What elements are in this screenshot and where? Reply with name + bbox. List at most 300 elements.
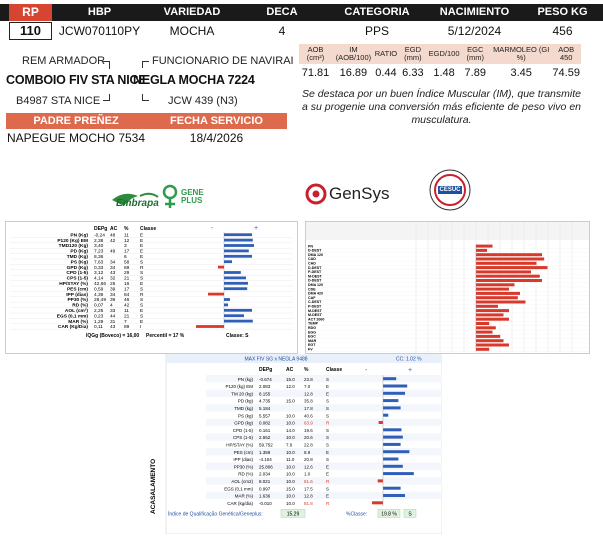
row-label: PD (Kg)	[70, 249, 88, 255]
row-depg: 7,63	[94, 260, 104, 266]
row-pct: 58	[124, 260, 130, 266]
geneplus-text: GENE PLUS	[181, 188, 204, 205]
row-ac: 15.0	[286, 398, 295, 404]
gensys-chart	[306, 222, 589, 353]
row-pct: 20.8	[304, 457, 313, 463]
row-depg: 0,33	[94, 265, 104, 271]
sire-dam: B4987 STA NICE	[16, 95, 101, 107]
padre-value: NAPEGUE MOCHO 7534	[6, 131, 146, 145]
row-ac: 43	[110, 325, 116, 331]
row-class: I	[140, 325, 142, 331]
row-class: E	[140, 249, 144, 255]
row-label: P120 (kg) EM	[225, 384, 253, 390]
row-label: PD (kg)	[237, 398, 253, 404]
row-label: HP/STAY (%)	[59, 282, 88, 287]
row-label: RDG	[308, 326, 316, 330]
cc-label: CC: 1.02 %	[396, 356, 422, 363]
row-ac: 4	[110, 303, 113, 309]
row-ac: 44	[110, 314, 116, 320]
row-label: M-DEST	[308, 274, 322, 279]
row-label: M-DEST	[308, 308, 322, 313]
row-ac: 10.0	[286, 479, 295, 484]
row-ac: 10.0	[286, 435, 295, 441]
row-depg: 4,14	[94, 276, 104, 282]
row-class: S	[140, 303, 144, 309]
row-ac: 11.0	[286, 457, 295, 463]
row-depg: 1.359	[259, 449, 271, 455]
bar	[476, 253, 542, 256]
row-label: DMA 420	[308, 291, 324, 296]
row-label: TMD (Kg)	[66, 255, 88, 260]
bar	[224, 244, 254, 247]
rp-number: 110	[9, 22, 52, 40]
row-label: DMA 120	[308, 283, 324, 287]
row-ac: 32	[110, 276, 116, 282]
row-ac: 34	[110, 260, 116, 266]
row-ac: 39	[110, 287, 116, 293]
row-depg: 8.155	[259, 391, 271, 397]
header-row	[0, 4, 603, 21]
row-ac: 33	[110, 309, 116, 314]
row-label: TMD (kg)	[234, 406, 253, 411]
row-label: P-DEST	[308, 304, 322, 309]
row-class: R	[326, 420, 330, 426]
row-label: PS (Kg)	[70, 260, 88, 266]
row-label: PP30 (%)	[233, 464, 253, 470]
row-ac: 39	[110, 298, 116, 304]
row-ac: 10.0	[286, 449, 295, 455]
header-nacimiento: NACIMIENTO	[439, 6, 510, 18]
row-depg: 5.557	[259, 413, 271, 419]
chart-header	[306, 222, 589, 240]
bar	[208, 293, 224, 296]
measure-value: 1.48	[433, 66, 455, 79]
measure-value: 3.45	[510, 66, 532, 79]
row-depg: -4.104	[259, 457, 272, 463]
row-depg: 2,38	[94, 238, 104, 244]
row-depg: 5.184	[259, 406, 271, 411]
plus-sign: +	[408, 367, 413, 374]
bar	[476, 275, 540, 278]
bracket	[142, 61, 149, 68]
row-label: MAR (%)	[68, 319, 88, 325]
row-class: S	[326, 376, 330, 382]
bar	[224, 239, 253, 242]
col-header: %	[304, 367, 309, 373]
row-pct: 20.6	[304, 435, 313, 441]
row-class: S	[326, 435, 330, 441]
row-ac: 31	[110, 319, 116, 325]
col-header: DEPg	[259, 367, 273, 373]
bar	[476, 283, 515, 286]
row-label: AOL (cm2)	[231, 479, 253, 484]
bar	[383, 436, 403, 439]
row-label: CPD (1-5)	[66, 271, 88, 277]
row-label: RD (%)	[72, 303, 88, 309]
row-pct: 16	[124, 282, 130, 287]
row-pct: 11	[124, 233, 129, 239]
row-pct: 12.8	[304, 493, 313, 499]
row-ac: 10.0	[286, 464, 295, 470]
side-label: ACASALAMENTO	[150, 458, 157, 514]
row-label: EGG	[308, 330, 316, 335]
row-depg: 1.636	[259, 493, 271, 499]
row-label: EGC	[308, 334, 316, 339]
row-pct: 12	[124, 238, 130, 244]
row-depg: -0,24	[94, 233, 105, 239]
bar	[224, 277, 246, 280]
row-pct: 69	[124, 265, 130, 271]
row-pct: 89	[124, 325, 130, 331]
measure-header: EGD/100	[429, 44, 460, 64]
geneplus-logo	[162, 184, 204, 215]
bar	[383, 399, 398, 402]
row-pct: 42	[124, 303, 130, 309]
row-class: E	[326, 471, 330, 477]
row-depg: 2.552	[259, 435, 271, 441]
bar	[383, 465, 403, 468]
measure-header: RATIO	[375, 44, 397, 64]
row-depg: -0.010	[259, 500, 272, 506]
row-label: PES (cm)	[233, 449, 253, 455]
row-class: E	[326, 449, 330, 455]
row-pct: 1.0	[304, 471, 311, 477]
bar	[383, 385, 407, 388]
row-class: S	[326, 486, 330, 492]
bar	[476, 279, 542, 282]
row-ac: 10.0	[286, 420, 295, 426]
row-depg: 0.082	[259, 420, 271, 426]
nacimiento-value: 5/12/2024	[447, 24, 502, 38]
bar	[196, 325, 224, 328]
footer-iqg: IQGg (Boveco) = 16,00	[86, 333, 140, 340]
cesuc-seal	[428, 168, 472, 217]
bar	[476, 296, 518, 299]
row-class: R	[326, 479, 330, 484]
row-ac: 14.0	[286, 427, 295, 433]
gensys-text: GenSys	[329, 184, 390, 203]
row-depg: 1,29	[94, 319, 104, 325]
row-pct: 61.6	[304, 479, 313, 484]
row-pct: 19.6	[304, 427, 313, 433]
row-class: S	[326, 442, 330, 448]
col-header: Classe	[326, 367, 343, 373]
dam-sire: FUNCIONARIO DE NAVIRAI	[152, 55, 294, 67]
gensys-icon	[305, 183, 327, 205]
embrapa-logo	[110, 188, 160, 215]
row-class: S	[326, 413, 330, 419]
row-pct: 17	[124, 287, 130, 293]
row-label: D-DEST	[308, 278, 322, 283]
row-pct: 35.8	[304, 398, 313, 404]
row-label: CDE	[308, 287, 316, 292]
row-pct: 12.8	[304, 391, 313, 397]
row-label: D-DEST	[308, 265, 322, 270]
row-pct: 84	[124, 292, 130, 298]
row-class: E	[326, 391, 330, 397]
row-label: MAR (%)	[234, 493, 253, 499]
measure-header: AOB (cm²)	[299, 44, 332, 64]
row-label: TM 20 (kg)	[231, 391, 253, 397]
row-label: M-DEST	[308, 313, 322, 318]
row-class: E	[140, 282, 144, 287]
row-depg: 28,49	[94, 298, 107, 304]
measures-table	[299, 44, 581, 81]
bar	[476, 322, 489, 325]
gensys-logo	[305, 183, 390, 210]
row-depg: 42,66	[94, 282, 107, 287]
row-pct: 81.8	[304, 500, 313, 506]
variedad-value: MOCHA	[169, 24, 215, 38]
row-label: FV	[308, 347, 313, 352]
row-depg: 0,23	[94, 314, 104, 320]
row-label: CPS (1-5)	[232, 435, 253, 441]
gensys-chart-panel	[305, 221, 590, 354]
description: Se destaca por un buen Índice Muscular (IM), que transmite a su progenie una conversión más eficiente de peso vivo en musculatura.	[301, 88, 581, 126]
row-label: EGS (0,1 mm)	[224, 486, 253, 492]
row-pct: 17.8	[304, 406, 313, 411]
row-pct: 7.0	[304, 384, 311, 390]
row-depg: 0,59	[94, 287, 104, 293]
row-depg: 25.806	[259, 464, 273, 470]
row-depg: 4.735	[259, 398, 271, 404]
bar	[476, 305, 498, 308]
bar	[224, 309, 252, 312]
row-pct: 17.5	[304, 486, 313, 492]
bar	[383, 406, 401, 409]
row-class: E	[140, 233, 144, 239]
row-class: E	[140, 319, 144, 325]
bracket	[103, 61, 110, 69]
bar	[224, 320, 253, 323]
row-depg: 2.083	[259, 384, 271, 390]
row-depg: 3,40	[94, 244, 104, 250]
embrapa-text: Embrapa	[116, 198, 159, 209]
bar	[224, 304, 228, 307]
header-hbp: HBP	[87, 6, 112, 18]
bar	[383, 487, 401, 490]
measure-value: 71.81	[301, 66, 330, 79]
measure-value: 7.89	[464, 66, 486, 79]
row-depg: 0,11	[94, 325, 103, 331]
row-ac: 25	[110, 282, 116, 287]
chart-title: MAX FIV SG x NEGLA 9488	[244, 356, 308, 363]
row-pct: 17	[124, 249, 130, 255]
col-header: %	[124, 226, 129, 232]
row-pct: 23.8	[304, 376, 313, 382]
row-label: P-DEST	[308, 270, 322, 275]
embrapa-chart-panel	[5, 221, 298, 354]
bracket	[142, 94, 149, 101]
bar	[372, 501, 383, 504]
footer-class-value: 19.8 %	[381, 511, 397, 518]
bar	[476, 249, 487, 252]
row-class: S	[326, 398, 330, 404]
bar	[476, 339, 504, 342]
row-class: S	[140, 287, 144, 293]
row-label: GPD (kg)	[234, 420, 253, 426]
row-class: S	[326, 427, 330, 433]
header-rp: RP	[9, 4, 52, 21]
dam-name: NEGLA MOCHA 7224	[133, 73, 255, 87]
bar	[476, 245, 493, 248]
row-label: PP30 (%)	[67, 298, 88, 304]
sire-name: COMBOIO FIV STA NICE	[6, 73, 147, 87]
bar	[224, 314, 244, 317]
header-variedad: VARIEDAD	[163, 6, 221, 18]
bar	[383, 377, 396, 380]
row-ac: 43	[110, 271, 116, 277]
row-ac: 49	[110, 249, 116, 255]
header-deca: DECA	[266, 6, 298, 18]
row-class: R	[140, 265, 144, 271]
row-label: PS (kg)	[237, 413, 253, 419]
footer-label: Índice de Qualificação Genética/Geneplus:	[168, 511, 263, 518]
footer-percentil: Percentil = 17 %	[146, 333, 185, 340]
bar	[476, 344, 509, 347]
bar	[378, 479, 383, 482]
row-ac: 42	[110, 238, 116, 244]
row-depg: -0.674	[259, 376, 272, 382]
col-header: AC	[110, 226, 118, 232]
bar	[476, 335, 500, 338]
row-label: CPS (1-5)	[66, 276, 88, 282]
row-class: S	[140, 298, 144, 304]
fecha-value: 18/4/2026	[189, 131, 244, 145]
row-label: PN (Kg)	[70, 233, 88, 239]
minus-sign: -	[365, 367, 368, 374]
row-depg: 0.997	[259, 486, 271, 492]
bar	[476, 331, 493, 334]
row-depg: 4,39	[94, 292, 104, 298]
bar	[383, 428, 401, 431]
row-label: CPD (1-5)	[232, 427, 253, 433]
cesuc-text: CESUC	[439, 187, 461, 193]
bar	[476, 258, 544, 261]
dam-dam: JCW 439 (N3)	[168, 95, 238, 107]
hbp-value: JCW070110PY	[58, 24, 141, 38]
bar	[476, 348, 489, 351]
row-depg: 7,23	[94, 249, 104, 255]
bar	[476, 313, 504, 316]
row-pct: 7	[124, 319, 127, 325]
row-label: D-DEST	[308, 248, 322, 253]
bar	[383, 414, 388, 417]
row-ac: 48	[110, 233, 116, 239]
row-ac: 15.0	[286, 486, 295, 492]
row-ac: 10.0	[286, 500, 295, 506]
row-label: EGT	[308, 343, 316, 348]
categoria-value: PPS	[364, 24, 389, 38]
bar	[224, 287, 247, 290]
row-label: AOL (cm²)	[64, 309, 88, 314]
row-label: IPP (dias)	[233, 457, 253, 463]
row-ac: 34	[110, 292, 116, 298]
row-pct: 6	[124, 255, 127, 260]
row-label: CAR (Kg/Dia)	[57, 325, 88, 331]
row-ac: 10.0	[286, 493, 295, 499]
bar	[224, 271, 241, 274]
row-pct: 21	[124, 276, 130, 282]
row-label: TMD120 (Kg)	[58, 244, 88, 250]
bar	[476, 262, 537, 265]
measure-value: 6.33	[402, 66, 424, 79]
row-label: IPP (dias)	[66, 292, 88, 298]
measure-header: MARMOLEO (GI %)	[491, 44, 551, 64]
row-label: PN	[308, 244, 313, 249]
bar	[383, 458, 398, 461]
measure-header: IM (AOB/100)	[332, 44, 375, 64]
bar	[476, 318, 509, 321]
footer-class-letter: S	[408, 511, 412, 518]
row-label: CAR (kg/dia)	[227, 500, 253, 506]
dna-icon	[162, 184, 180, 210]
row-class: E	[140, 238, 144, 244]
footer-value: 15.29	[286, 511, 300, 518]
bar	[476, 301, 526, 304]
footer-classe: Classe: S	[226, 333, 249, 340]
row-class: S	[326, 406, 330, 411]
footer-class-label: %Classe:	[346, 511, 368, 518]
row-class: E	[326, 493, 330, 499]
bar	[383, 443, 401, 446]
row-class: S	[140, 271, 144, 277]
minus-sign: -	[211, 225, 214, 232]
row-class: E	[326, 464, 330, 470]
row-label: RD (%)	[238, 471, 253, 477]
row-ac: 10.0	[286, 413, 295, 419]
bar	[476, 270, 531, 273]
bar	[383, 472, 414, 475]
bar	[379, 421, 383, 424]
row-pct: 46	[124, 298, 130, 304]
row-pct: 22.8	[304, 442, 313, 448]
measure-header: EGC (mm)	[460, 44, 492, 64]
bar	[224, 260, 232, 263]
row-label: CAF	[308, 295, 316, 300]
row-class: E	[326, 384, 330, 390]
bracket	[103, 94, 110, 101]
row-label: DMA 120	[308, 252, 324, 257]
bar	[476, 326, 496, 329]
deca-value: 4	[278, 24, 286, 38]
col-header: AC	[286, 367, 294, 373]
row-pct: 8.9	[304, 449, 311, 455]
bar	[476, 288, 509, 291]
row-class: E	[140, 255, 144, 260]
row-depg: 2.034	[259, 471, 271, 477]
row-class: E	[140, 309, 144, 314]
row-pct: 3	[124, 244, 127, 250]
bar	[224, 282, 248, 285]
measure-value: 0.44	[375, 66, 397, 79]
peso-value: 456	[552, 24, 573, 38]
bottom-chart-panel	[146, 354, 442, 534]
row-class: S	[140, 276, 144, 282]
row-class: S	[326, 457, 330, 463]
row-class: S	[140, 314, 144, 320]
row-class: R	[140, 292, 144, 298]
row-ac: 7.0	[286, 442, 293, 448]
row-label: CAD	[308, 261, 316, 266]
row-depg: 59.752	[259, 442, 273, 448]
row-label: EGS (0,1 mm)	[56, 314, 88, 320]
bar	[476, 309, 509, 312]
col-header: DEPg	[94, 226, 108, 232]
bar	[224, 255, 252, 258]
row-pct: 11	[124, 309, 129, 314]
embrapa-chart	[6, 222, 297, 353]
